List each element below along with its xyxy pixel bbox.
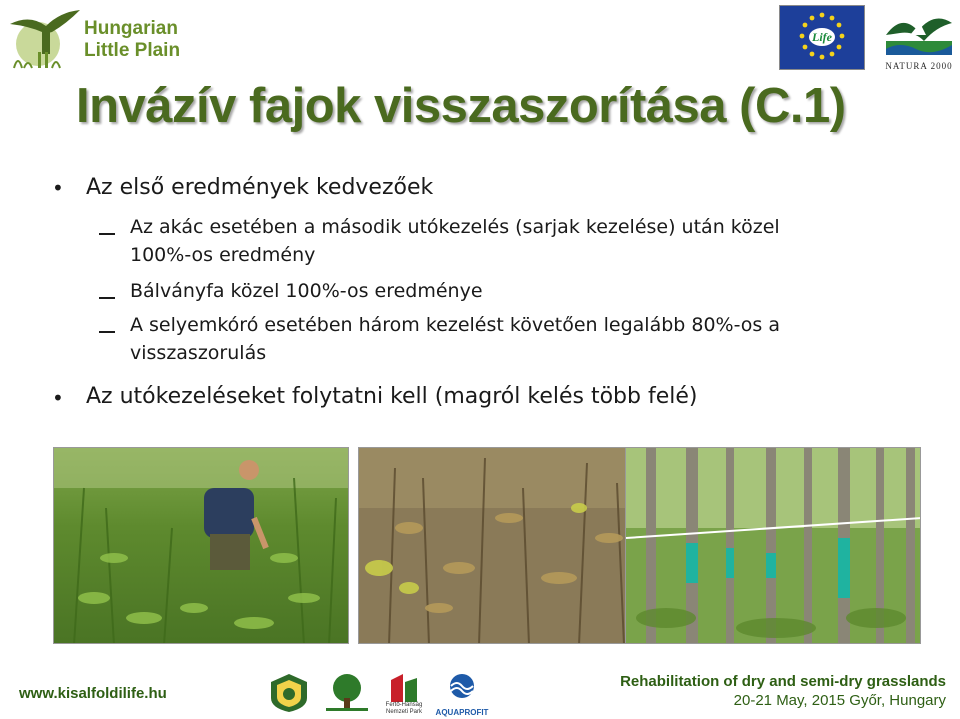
dash-3 [99,331,115,333]
partner-logo-fertohansag [383,672,425,714]
photo-worker-in-field [53,447,349,644]
sub-bullet-1-line1: Az akác esetében a második utókezelés (sarjak kezelése) után közel [130,216,780,238]
bullet-dot-1: • [52,176,64,200]
photo-dried-milkweed [358,447,654,644]
sub-bullet-1-line2: 100%-os eredmény [130,244,316,266]
bullet-dot-2: • [52,386,64,410]
natura-2000-logo-icon [880,5,958,59]
partner-logo-crest [267,672,311,714]
hungarian-little-plain-logo [8,4,208,70]
dash-2 [99,297,115,299]
footer-url[interactable]: www.kisalfoldilife.hu [19,685,167,702]
logo-line-2: Little Plain [84,40,181,61]
partner-logo-tree [322,672,372,714]
eu-life-word: Life [812,30,832,44]
sub-bullet-2-line1: Bálványfa közel 100%-os eredménye [130,280,483,302]
footer-date-place: 20-21 May, 2015 Győr, Hungary [733,692,946,709]
logo-line-1: Hungarian [84,18,178,39]
natura-caption: NATURA 2000 [885,61,953,71]
fertohansag-logo-icon [383,672,425,704]
slide-title: Invázív fajok visszaszorítása (C.1) [76,79,846,133]
sub-bullet-3-line1: A selyemkóró esetében három kezelést követően legalább 80%-os a [130,314,781,336]
fertohansag-label: Fertő-Hanság Nemzeti Park [385,702,423,715]
partner-crest-icon [267,672,311,714]
partner-tree-icon [322,672,372,714]
partner-logo-aquaprofit [433,672,491,717]
bird-logo-icon [8,4,82,70]
eu-life-logo [779,5,865,70]
bullet-1-text: Az első eredmények kedvezőek [86,175,434,200]
footer-event-title: Rehabilitation of dry and semi-dry grasslands [620,673,946,690]
dash-1 [99,233,115,235]
aquaprofit-logo-icon [433,672,491,704]
sub-bullet-3-line2: visszaszorulás [130,342,267,364]
aquaprofit-label: AQUAPROFIT [435,708,489,717]
bullet-2-text: Az utókezeléseket folytatni kell (magról kelés több felé) [86,384,698,409]
natura-2000-logo [880,5,958,71]
photo-marked-trees [625,447,921,644]
eu-life-logo-icon [780,6,864,69]
